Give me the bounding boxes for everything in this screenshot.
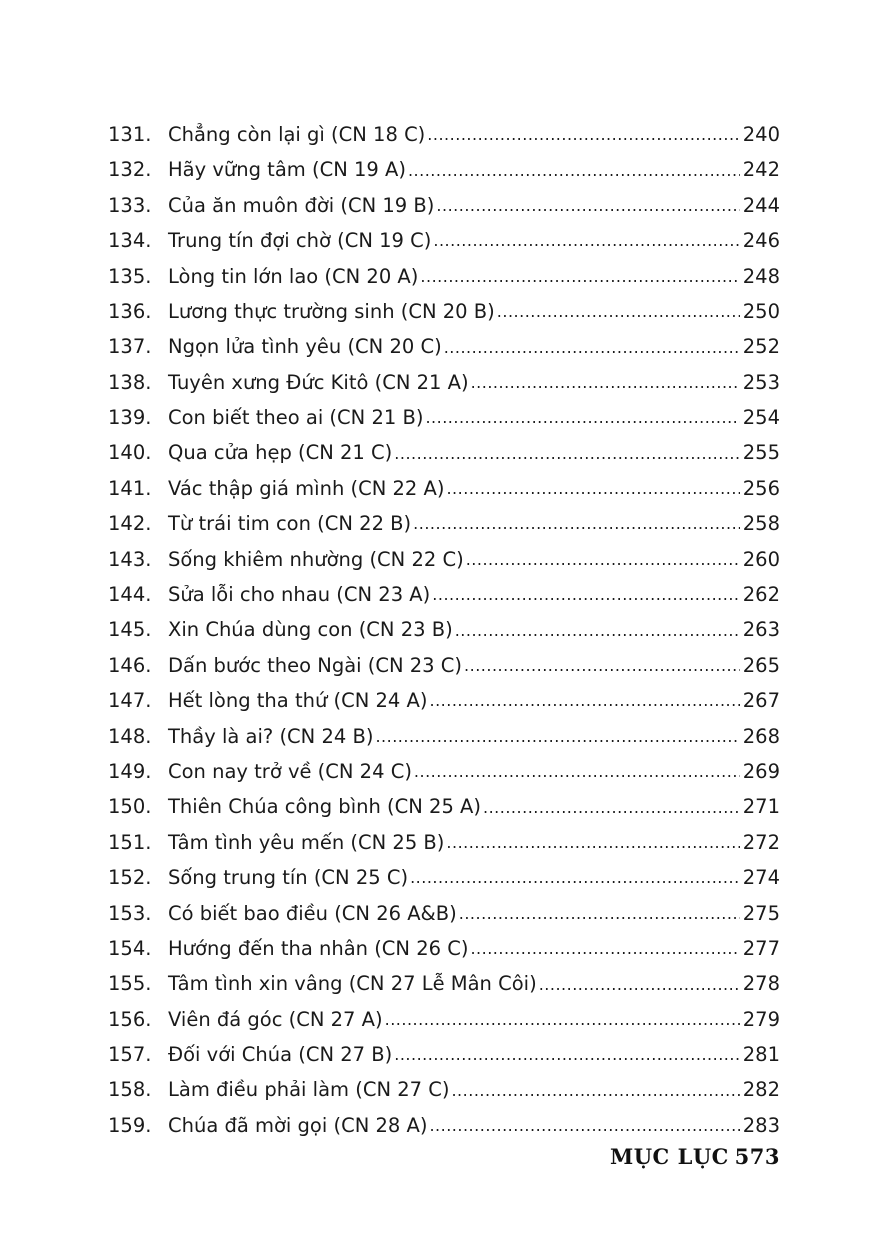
entry-number: 145. xyxy=(108,618,152,642)
entry-title: Chẳng còn lại gì (CN 18 C) xyxy=(168,122,426,146)
entry-page: 271 xyxy=(742,795,780,819)
entry-page: 282 xyxy=(742,1078,780,1102)
entry-number: 159. xyxy=(108,1113,152,1137)
toc-entry xyxy=(108,966,780,1001)
toc-entry xyxy=(108,471,780,506)
entry-page: 272 xyxy=(742,830,780,854)
entry-number: 157. xyxy=(108,1043,152,1067)
entry-page: 263 xyxy=(742,618,780,642)
entry-title: Hãy vững tâm (CN 19 A) xyxy=(168,158,406,182)
dot-leader xyxy=(539,975,740,994)
entry-page: 265 xyxy=(742,653,780,677)
dot-leader xyxy=(459,904,740,923)
toc-entry xyxy=(108,860,780,895)
dot-leader xyxy=(432,585,740,604)
dot-leader xyxy=(471,373,740,392)
dot-leader xyxy=(444,338,740,357)
entry-page: 260 xyxy=(742,547,780,571)
toc-entry xyxy=(108,506,780,541)
toc-entry xyxy=(108,329,780,364)
table-of-contents xyxy=(108,117,780,1143)
toc-entry xyxy=(108,577,780,612)
entry-number: 136. xyxy=(108,299,152,323)
entry-title: Tuyên xưng Đức Kitô (CN 21 A) xyxy=(168,370,469,394)
entry-number: 134. xyxy=(108,229,152,253)
entry-page: 250 xyxy=(742,299,780,323)
toc-entry xyxy=(108,931,780,966)
entry-number: 150. xyxy=(108,795,152,819)
entry-number: 154. xyxy=(108,936,152,960)
dot-leader xyxy=(414,762,740,781)
entry-number: 149. xyxy=(108,759,152,783)
entry-title: Viên đá góc (CN 27 A) xyxy=(168,1007,383,1031)
entry-page: 246 xyxy=(742,229,780,253)
footer-page-number: 573 xyxy=(734,1144,780,1169)
dot-leader xyxy=(470,939,739,958)
toc-entry xyxy=(108,152,780,187)
entry-title: Hướng đến tha nhân (CN 26 C) xyxy=(168,936,469,960)
entry-number: 137. xyxy=(108,335,152,359)
entry-number: 143. xyxy=(108,547,152,571)
entry-title: Của ăn muôn đời (CN 19 B) xyxy=(168,193,435,217)
toc-entry xyxy=(108,612,780,647)
toc-entry xyxy=(108,683,780,718)
dot-leader xyxy=(446,833,739,852)
dot-leader xyxy=(497,302,740,321)
dot-leader xyxy=(413,514,740,533)
dot-leader xyxy=(433,231,739,250)
entry-page: 258 xyxy=(742,512,780,536)
entry-page: 277 xyxy=(742,936,780,960)
entry-page: 240 xyxy=(742,122,780,146)
dot-leader xyxy=(436,196,739,215)
toc-entry xyxy=(108,365,780,400)
entry-title: Lòng tin lớn lao (CN 20 A) xyxy=(168,264,419,288)
toc-entry xyxy=(108,436,780,471)
entry-title: Vác thập giá mình (CN 22 A) xyxy=(168,476,445,500)
entry-number: 147. xyxy=(108,689,152,713)
dot-leader xyxy=(410,868,740,887)
entry-number: 148. xyxy=(108,724,152,748)
dot-leader xyxy=(427,125,739,144)
entry-page: 279 xyxy=(742,1007,780,1031)
entry-page: 283 xyxy=(742,1113,780,1137)
entry-title: Thiên Chúa công bình (CN 25 A) xyxy=(168,795,481,819)
entry-title: Hết lòng tha thứ (CN 24 A) xyxy=(168,689,428,713)
entry-page: 248 xyxy=(742,264,780,288)
toc-entry xyxy=(108,117,780,152)
entry-number: 152. xyxy=(108,866,152,890)
dot-leader xyxy=(425,408,739,427)
entry-number: 153. xyxy=(108,901,152,925)
dot-leader xyxy=(446,479,739,498)
entry-title: Đối với Chúa (CN 27 B) xyxy=(168,1043,393,1067)
toc-entry xyxy=(108,259,780,294)
entry-page: 255 xyxy=(742,441,780,465)
entry-number: 132. xyxy=(108,158,152,182)
entry-number: 158. xyxy=(108,1078,152,1102)
entry-page: 244 xyxy=(742,193,780,217)
entry-title: Sửa lỗi cho nhau (CN 23 A) xyxy=(168,583,431,607)
entry-title: Sống khiêm nhường (CN 22 C) xyxy=(168,547,464,571)
entry-title: Sống trung tín (CN 25 C) xyxy=(168,866,409,890)
entry-number: 155. xyxy=(108,972,152,996)
entry-number: 133. xyxy=(108,193,152,217)
entry-number: 135. xyxy=(108,264,152,288)
dot-leader xyxy=(455,621,740,640)
toc-entry xyxy=(108,188,780,223)
entry-number: 139. xyxy=(108,406,152,430)
toc-entry xyxy=(108,1073,780,1108)
dot-leader xyxy=(429,691,739,710)
toc-entry xyxy=(108,1002,780,1037)
entry-number: 131. xyxy=(108,122,152,146)
toc-entry xyxy=(108,789,780,824)
entry-page: 274 xyxy=(742,866,780,890)
dot-leader xyxy=(483,798,740,817)
toc-entry xyxy=(108,1037,780,1072)
page-footer xyxy=(610,1144,780,1169)
entry-number: 151. xyxy=(108,830,152,854)
entry-number: 141. xyxy=(108,476,152,500)
entry-number: 144. xyxy=(108,583,152,607)
dot-leader xyxy=(385,1010,740,1029)
entry-page: 256 xyxy=(742,476,780,500)
toc-entry xyxy=(108,648,780,683)
dot-leader xyxy=(420,267,739,286)
entry-page: 242 xyxy=(742,158,780,182)
toc-entry xyxy=(108,400,780,435)
dot-leader xyxy=(394,444,740,463)
toc-entry xyxy=(108,542,780,577)
entry-number: 138. xyxy=(108,370,152,394)
entry-title: Tâm tình yêu mến (CN 25 B) xyxy=(168,830,445,854)
entry-page: 275 xyxy=(742,901,780,925)
toc-entry xyxy=(108,754,780,789)
toc-entry xyxy=(108,719,780,754)
dot-leader xyxy=(466,550,740,569)
entry-page: 253 xyxy=(742,370,780,394)
entry-title: Chúa đã mời gọi (CN 28 A) xyxy=(168,1113,428,1137)
footer-section-title: MỤC LỤC xyxy=(610,1144,729,1169)
dot-leader xyxy=(464,656,740,675)
entry-page: 269 xyxy=(742,759,780,783)
toc-entry xyxy=(108,294,780,329)
entry-number: 156. xyxy=(108,1007,152,1031)
dot-leader xyxy=(429,1116,739,1135)
toc-entry xyxy=(108,825,780,860)
entry-page: 262 xyxy=(742,583,780,607)
entry-page: 254 xyxy=(742,406,780,430)
dot-leader xyxy=(451,1081,739,1100)
entry-page: 252 xyxy=(742,335,780,359)
entry-title: Ngọn lửa tình yêu (CN 20 C) xyxy=(168,335,442,359)
entry-title: Trung tín đợi chờ (CN 19 C) xyxy=(168,229,432,253)
toc-entry xyxy=(108,896,780,931)
entry-number: 140. xyxy=(108,441,152,465)
entry-title: Xin Chúa dùng con (CN 23 B) xyxy=(168,618,453,642)
entry-title: Có biết bao điều (CN 26 A&B) xyxy=(168,901,457,925)
entry-number: 146. xyxy=(108,653,152,677)
dot-leader xyxy=(408,161,740,180)
entry-title: Làm điều phải làm (CN 27 C) xyxy=(168,1078,450,1102)
toc-entry xyxy=(108,1108,780,1143)
entry-title: Lương thực trường sinh (CN 20 B) xyxy=(168,299,495,323)
entry-title: Con nay trở về (CN 24 C) xyxy=(168,759,412,783)
entry-page: 281 xyxy=(742,1043,780,1067)
entry-title: Từ trái tim con (CN 22 B) xyxy=(168,512,412,536)
entry-page: 278 xyxy=(742,972,780,996)
entry-page: 267 xyxy=(742,689,780,713)
dot-leader xyxy=(375,727,739,746)
entry-number: 142. xyxy=(108,512,152,536)
entry-title: Con biết theo ai (CN 21 B) xyxy=(168,406,424,430)
toc-entry xyxy=(108,223,780,258)
entry-title: Dấn bước theo Ngài (CN 23 C) xyxy=(168,653,463,677)
entry-title: Qua cửa hẹp (CN 21 C) xyxy=(168,441,393,465)
dot-leader xyxy=(394,1045,740,1064)
entry-page: 268 xyxy=(742,724,780,748)
entry-title: Tâm tình xin vâng (CN 27 Lễ Mân Côi) xyxy=(168,972,537,996)
entry-title: Thầy là ai? (CN 24 B) xyxy=(168,724,374,748)
